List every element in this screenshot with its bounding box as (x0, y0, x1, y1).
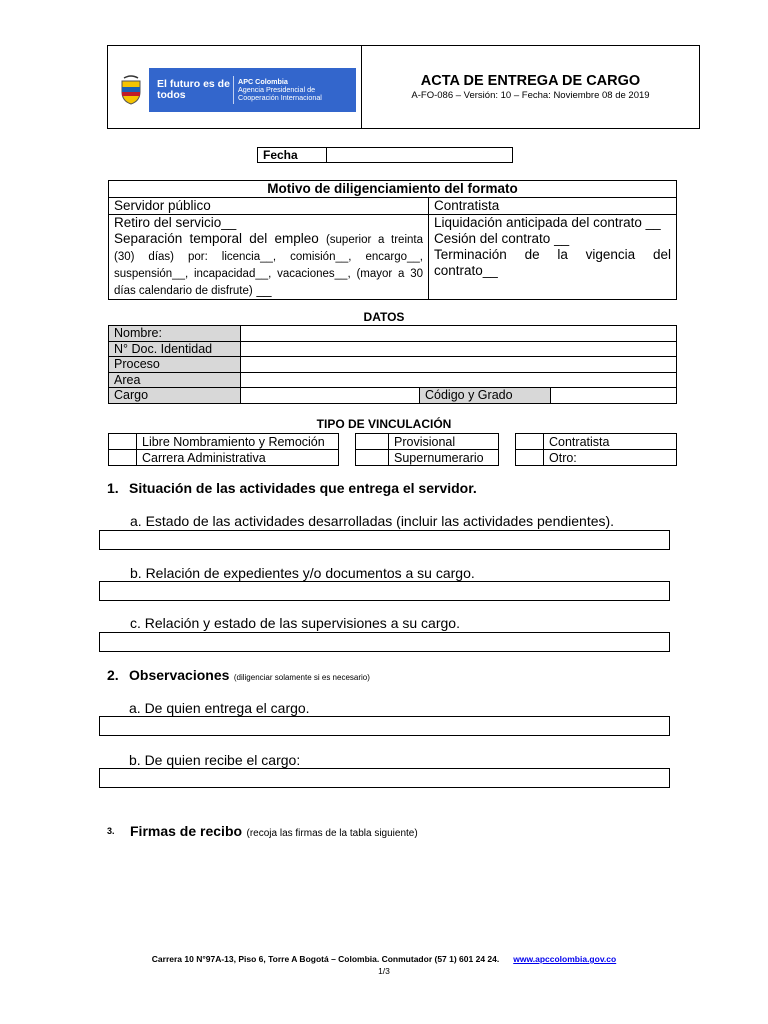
motivo-title: Motivo de diligenciamiento del formato (109, 181, 677, 198)
cesion-option[interactable]: Cesión del contrato __ (434, 231, 570, 246)
cargo-label: Cargo (109, 388, 241, 404)
logo-cell (108, 46, 362, 128)
colombia-shield-icon (113, 68, 149, 112)
footer-website-link[interactable]: www.apccolombia.gov.co (513, 954, 617, 964)
contratista-options (429, 215, 677, 300)
fecha-row (257, 147, 513, 163)
otro-label: Otro: (544, 450, 677, 466)
answer-2a-field[interactable] (99, 716, 670, 736)
footer (0, 954, 768, 964)
terminacion-option[interactable]: Terminación de la vigencia del contrato__ (434, 247, 671, 278)
answer-1c-field[interactable] (99, 632, 670, 652)
checkbox[interactable] (356, 434, 389, 450)
documento-field[interactable] (241, 341, 677, 357)
checkbox[interactable] (516, 450, 544, 466)
section-2-heading (129, 667, 370, 685)
section-3-title: Firmas de recibo (130, 823, 243, 839)
vinculacion-col2 (355, 433, 499, 466)
servidor-publico-header: Servidor público (109, 198, 429, 215)
apc-logo (113, 68, 356, 112)
provisional-label: Provisional (389, 434, 499, 450)
vinculacion-col3 (515, 433, 677, 466)
retiro-option[interactable]: Retiro del servicio__ (114, 215, 237, 230)
question-2a: a. De quien entrega el cargo. (129, 700, 310, 716)
proceso-field[interactable] (241, 357, 677, 373)
contratista-label: Contratista (544, 434, 677, 450)
answer-1b-field[interactable] (99, 581, 670, 601)
logo-agency: APC Colombia Agencia Presidencial de Cooperación Internacional (238, 77, 322, 102)
logo-slogan: El futuro es de todos (157, 78, 230, 101)
liquidacion-option[interactable]: Liquidación anticipada del contrato __ (434, 215, 661, 230)
section-3-heading (130, 823, 418, 841)
supernumerario-label: Supernumerario (389, 450, 499, 466)
section-1-number: 1. (107, 480, 119, 496)
section-3-note: (recoja las firmas de la tabla siguiente) (246, 828, 418, 839)
motivo-table (108, 180, 677, 300)
datos-title: DATOS (363, 310, 405, 324)
servidor-options (109, 215, 429, 300)
document-header (107, 45, 700, 129)
answer-2b-field[interactable] (99, 768, 670, 788)
nombre-label: Nombre: (109, 326, 241, 342)
page-number: 1/3 (378, 966, 390, 976)
fecha-label: Fecha (258, 148, 327, 162)
section-3-number: 3. (107, 826, 115, 836)
datos-table (108, 325, 677, 404)
section-2-number: 2. (107, 667, 119, 683)
section-1-title: Situación de las actividades que entrega el servidor. (129, 480, 477, 496)
checkbox[interactable] (356, 450, 389, 466)
proceso-label: Proceso (109, 357, 241, 373)
codigo-grado-label: Código y Grado (420, 388, 551, 404)
document-code: A-FO-086 – Versión: 10 – Fecha: Noviembre 08 de 2019 (411, 90, 650, 101)
documento-label: N° Doc. Identidad (109, 341, 241, 357)
title-cell (362, 46, 699, 128)
question-1b: b. Relación de expedientes y/o documentos a su cargo. (130, 565, 475, 581)
checkbox[interactable] (109, 450, 137, 466)
separacion-option[interactable]: Separación temporal del empleo (superior a treinta (30) días) por: licencia__, comisión__, encargo__, suspensión__, incapacidad__, vacaciones__, (mayor a 30 días calendario de disfrute) __ (114, 231, 423, 297)
area-field[interactable] (241, 372, 677, 388)
contratista-header: Contratista (429, 198, 677, 215)
cargo-field[interactable] (241, 388, 420, 404)
section-2-note: (diligenciar solamente si es necesario) (233, 673, 370, 682)
fecha-field[interactable] (327, 148, 512, 162)
logo-divider (233, 76, 234, 104)
checkbox[interactable] (109, 434, 137, 450)
codigo-grado-field[interactable] (551, 388, 677, 404)
nombre-field[interactable] (241, 326, 677, 342)
question-2b: b. De quien recibe el cargo: (129, 752, 301, 768)
question-1c: c. Relación y estado de las supervisiones a su cargo. (130, 615, 460, 631)
vinculacion-title: TIPO DE VINCULACIÓN (316, 417, 452, 431)
question-1a: a. Estado de las actividades desarrolladas (incluir las actividades pendientes). (130, 513, 615, 529)
carrera-administrativa-label: Carrera Administrativa (137, 450, 339, 466)
checkbox[interactable] (516, 434, 544, 450)
area-label: Area (109, 372, 241, 388)
section-2-title: Observaciones (129, 667, 230, 683)
answer-1a-field[interactable] (99, 530, 670, 550)
document-title: ACTA DE ENTREGA DE CARGO (420, 73, 641, 89)
footer-address: Carrera 10 N°97A-13, Piso 6, Torre A Bogotá – Colombia. Conmutador (57 1) 601 24 24. (151, 954, 500, 964)
libre-nombramiento-label: Libre Nombramiento y Remoción (137, 434, 339, 450)
vinculacion-col1 (108, 433, 339, 466)
